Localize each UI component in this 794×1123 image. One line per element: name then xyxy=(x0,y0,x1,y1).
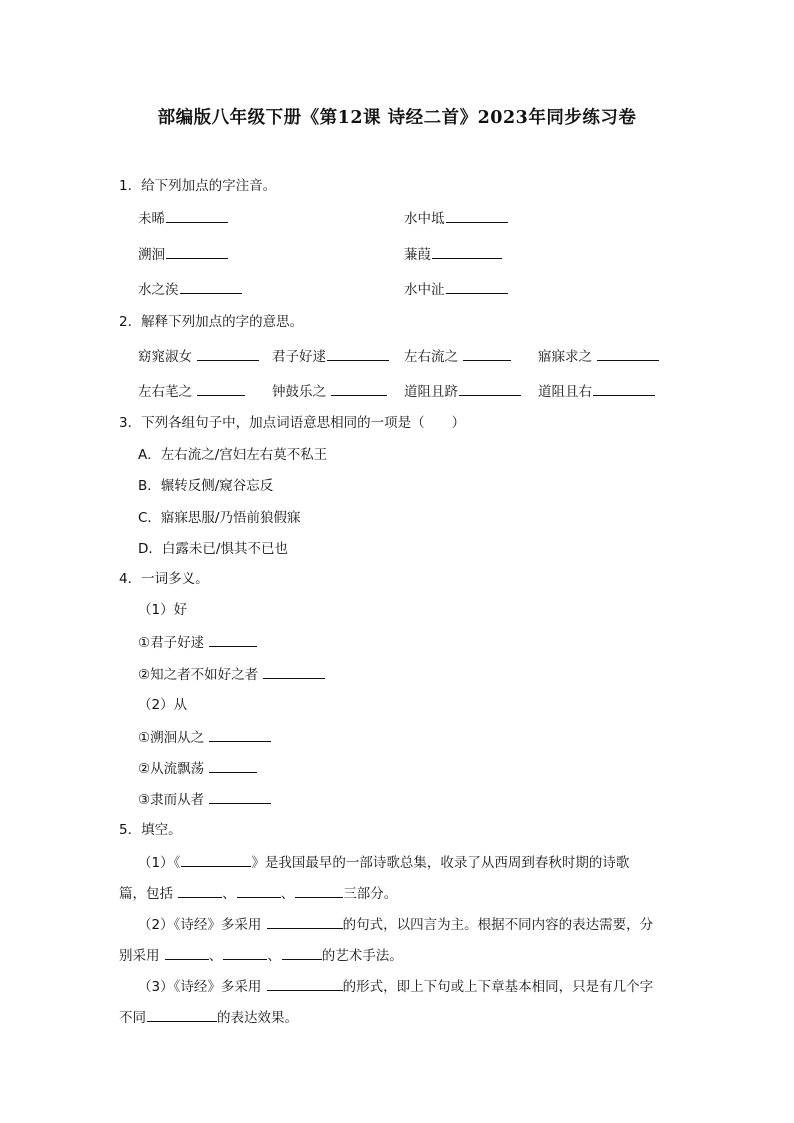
answer-blank[interactable] xyxy=(446,208,508,223)
q2-stem: 2．解释下列加点的字的意思。 xyxy=(119,314,304,330)
q3-option-b[interactable]: B．辗转反侧/窥谷忘反 xyxy=(138,478,274,494)
answer-blank[interactable] xyxy=(166,244,228,259)
q1-item: 水之涘 xyxy=(138,279,242,300)
q1-item: 未晞 xyxy=(138,208,228,229)
answer-blank[interactable] xyxy=(166,208,228,223)
q4-item: ③隶而从者 xyxy=(138,789,271,810)
answer-blank[interactable] xyxy=(597,346,659,361)
q4-item: ①溯洄从之 xyxy=(138,727,271,748)
q2-item: 寤寐求之 xyxy=(538,346,659,367)
page-title: 部编版八年级下册《第12课 诗经二首》2023年同步练习卷 xyxy=(157,108,637,128)
answer-blank[interactable] xyxy=(327,346,389,361)
answer-blank[interactable] xyxy=(267,914,343,929)
answer-blank[interactable] xyxy=(197,346,259,361)
q3-stem: 3．下列各组句子中，加点词语意思相同的一项是（ ） xyxy=(119,415,466,431)
answer-blank[interactable] xyxy=(165,945,209,960)
q3-option-d[interactable]: D．白露未已/惧其不已也 xyxy=(138,541,288,557)
q2-item: 道阻且右 xyxy=(538,381,655,402)
answer-blank[interactable] xyxy=(209,727,271,742)
answer-blank[interactable] xyxy=(181,852,251,867)
q4-stem: 4．一词多义。 xyxy=(119,571,209,587)
answer-blank[interactable] xyxy=(223,945,267,960)
answer-blank[interactable] xyxy=(147,1007,217,1022)
answer-blank[interactable] xyxy=(282,945,322,960)
q4-item: ②知之者不如好之者 xyxy=(138,664,325,685)
q1-item: 水中坻 xyxy=(404,208,508,229)
answer-blank[interactable] xyxy=(209,632,257,647)
q5-stem: 5．填空。 xyxy=(119,822,182,838)
q2-item: 左右芼之 xyxy=(138,381,245,402)
answer-blank[interactable] xyxy=(463,346,511,361)
q3-option-a[interactable]: A．左右流之/宫妇左右莫不私王 xyxy=(138,447,328,463)
q5-p1-line1: （1）《 》是我国最早的一部诗歌总集，收录了从西周到春秋时期的诗歌 xyxy=(138,852,629,873)
q5-p3-line2: 不同 的表达效果。 xyxy=(119,1007,298,1028)
q5-p2-line2: 别采用 、 、 的艺术手法。 xyxy=(119,945,403,966)
q2-item: 钟鼓乐之 xyxy=(272,381,387,402)
q4-sub2-label: （2）从 xyxy=(138,697,188,713)
q5-p3-line1: （3）《诗经》多采用 的形式，即上下句或上下章基本相同，只是有几个字 xyxy=(138,976,653,997)
answer-blank[interactable] xyxy=(180,279,242,294)
q2-item: 窈窕淑女 xyxy=(138,346,259,367)
q1-item: 溯洄 xyxy=(138,244,228,265)
q2-item: 君子好逑 xyxy=(272,346,389,367)
q1-item: 蒹葭 xyxy=(404,244,502,265)
answer-blank[interactable] xyxy=(209,758,257,773)
q4-item: ②从流飘荡 xyxy=(138,758,257,779)
answer-blank[interactable] xyxy=(178,883,222,898)
answer-blank[interactable] xyxy=(432,244,502,259)
answer-blank[interactable] xyxy=(593,381,655,396)
q3-option-c[interactable]: C．寤寐思服/乃悟前狼假寐 xyxy=(138,510,301,526)
answer-blank[interactable] xyxy=(197,381,245,396)
q5-p2-line1: （2）《诗经》多采用 的句式，以四言为主。根据不同内容的表达需要，分 xyxy=(138,914,653,935)
q5-p1-line2: 篇，包括 、 、 三部分。 xyxy=(119,883,397,904)
q1-stem: 1．给下列加点的字注音。 xyxy=(119,178,277,194)
answer-blank[interactable] xyxy=(263,664,325,679)
answer-blank[interactable] xyxy=(295,883,343,898)
answer-blank[interactable] xyxy=(459,381,521,396)
q1-item: 水中沚 xyxy=(404,279,508,300)
answer-blank[interactable] xyxy=(237,883,281,898)
answer-blank[interactable] xyxy=(331,381,387,396)
answer-blank[interactable] xyxy=(209,789,271,804)
q4-item: ①君子好逑 xyxy=(138,632,257,653)
answer-blank[interactable] xyxy=(267,976,343,991)
answer-blank[interactable] xyxy=(446,279,508,294)
q2-item: 道阻且跻 xyxy=(404,381,521,402)
q2-item: 左右流之 xyxy=(404,346,511,367)
q4-sub1-label: （1）好 xyxy=(138,602,188,618)
